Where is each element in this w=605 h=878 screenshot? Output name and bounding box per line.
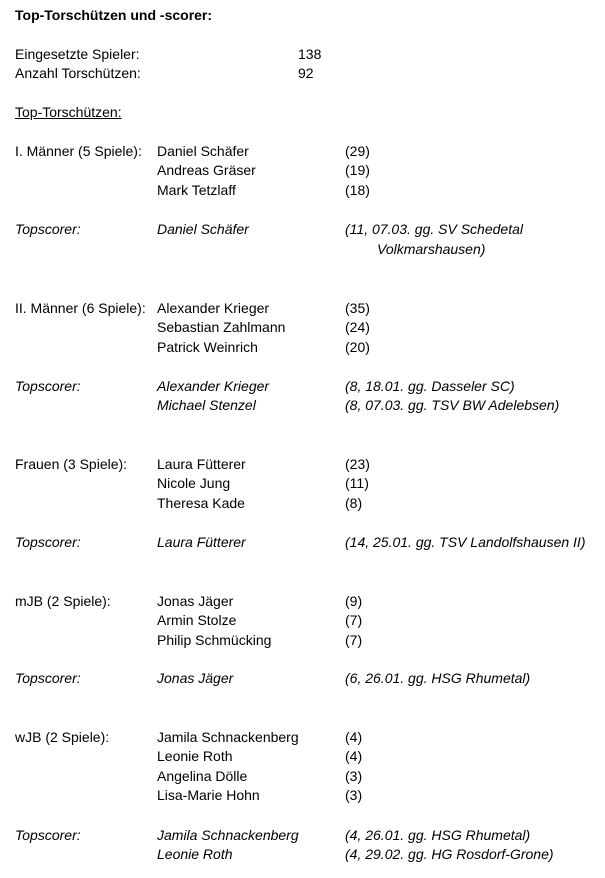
section-heading: Top-Torschützen: <box>15 104 122 120</box>
topscorer-detail: (8, 07.03. gg. TSV BW Adelebsen) <box>345 397 560 413</box>
player-goals: (19) <box>345 162 370 178</box>
topscorer-name: Laura Fütterer <box>157 534 246 550</box>
player-goals: (3) <box>345 787 363 803</box>
player-goals: (23) <box>345 456 370 472</box>
player-goals: (4) <box>345 748 363 764</box>
player-name: Jamila Schnackenberg <box>157 729 299 745</box>
topscorer-label: Topscorer: <box>15 827 81 843</box>
player-goals: (11) <box>345 475 369 491</box>
topscorer-name: Leonie Roth <box>157 846 233 862</box>
player-name: Theresa Kade <box>157 495 245 511</box>
topscorer-label: Topscorer: <box>15 221 81 237</box>
player-goals: (3) <box>345 768 363 784</box>
team-label: Frauen (3 Spiele): <box>15 456 128 472</box>
player-name: Jonas Jäger <box>157 593 234 609</box>
player-name: Nicole Jung <box>157 475 231 491</box>
player-goals: (18) <box>345 182 370 198</box>
topscorer-detail: (14, 25.01. gg. TSV Landolfshausen II) <box>345 534 586 550</box>
player-goals: (20) <box>345 339 370 355</box>
player-goals: (29) <box>345 143 370 159</box>
topscorer-name: Daniel Schäfer <box>157 221 249 237</box>
team-label: wJB (2 Spiele): <box>15 729 110 745</box>
topscorer-detail: (4, 29.02. gg. HG Rosdorf-Grone) <box>345 846 554 862</box>
player-name: Andreas Gräser <box>157 162 256 178</box>
player-name: Armin Stolze <box>157 612 237 628</box>
topscorer-detail-continued: Volkmarshausen) <box>377 241 486 257</box>
player-goals: (7) <box>345 612 363 628</box>
player-name: Sebastian Zahlmann <box>157 319 286 335</box>
topscorer-detail: (4, 26.01. gg. HSG Rhumetal) <box>345 827 531 843</box>
player-name: Alexander Krieger <box>157 300 270 316</box>
team-label: mJB (2 Spiele): <box>15 593 111 609</box>
player-goals: (24) <box>345 319 370 335</box>
topscorer-detail: (6, 26.01. gg. HSG Rhumetal) <box>345 670 531 686</box>
topscorer-name: Alexander Krieger <box>157 378 270 394</box>
player-name: Philip Schmücking <box>157 632 272 648</box>
player-name: Angelina Dölle <box>157 768 248 784</box>
scorers-count-label: Anzahl Torschützen: <box>15 65 141 81</box>
topscorer-name: Jamila Schnackenberg <box>157 827 299 843</box>
player-name: Laura Fütterer <box>157 456 246 472</box>
topscorer-name: Michael Stenzel <box>157 397 256 413</box>
player-goals: (35) <box>345 300 370 316</box>
team-label: II. Männer (6 Spiele): <box>15 300 146 316</box>
topscorer-label: Topscorer: <box>15 670 81 686</box>
topscorer-label: Topscorer: <box>15 534 81 550</box>
player-goals: (7) <box>345 632 363 648</box>
topscorer-detail: (11, 07.03. gg. SV Schedetal <box>345 221 523 237</box>
scorers-count-value: 92 <box>298 65 314 81</box>
player-goals: (8) <box>345 495 363 511</box>
player-name: Leonie Roth <box>157 748 233 764</box>
topscorer-label: Topscorer: <box>15 378 81 394</box>
document-title: Top-Torschützen und -scorer: <box>15 7 213 23</box>
team-label: I. Männer (5 Spiele): <box>15 143 142 159</box>
player-name: Daniel Schäfer <box>157 143 249 159</box>
player-name: Mark Tetzlaff <box>157 182 236 198</box>
player-name: Patrick Weinrich <box>157 339 258 355</box>
topscorer-detail: (8, 18.01. gg. Dasseler SC) <box>345 378 515 394</box>
player-goals: (4) <box>345 729 363 745</box>
player-name: Lisa-Marie Hohn <box>157 787 260 803</box>
players-used-value: 138 <box>298 46 322 62</box>
players-used-label: Eingesetzte Spieler: <box>15 46 140 62</box>
player-goals: (9) <box>345 593 363 609</box>
topscorer-name: Jonas Jäger <box>157 670 234 686</box>
